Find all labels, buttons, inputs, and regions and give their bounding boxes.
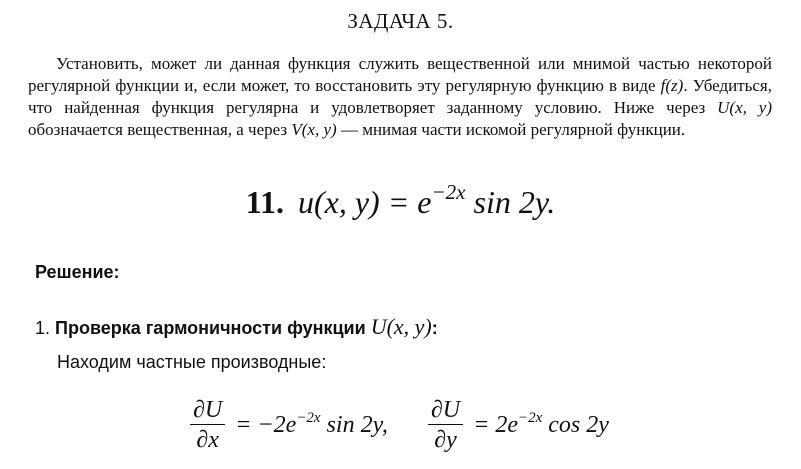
- derivative-y-expression: [473, 412, 609, 439]
- fraction-dU-dx: [190, 396, 225, 455]
- function-f-of-z: f(z): [660, 76, 684, 95]
- solution-heading: Решение:: [35, 262, 120, 282]
- step-description: Находим частные производные:: [57, 352, 327, 372]
- expr-after: sin 2y,: [320, 412, 388, 438]
- statement-text-3: обозначается вещественная, а через: [28, 120, 292, 139]
- main-formula: [0, 180, 801, 221]
- problem-statement: [28, 53, 772, 141]
- expr-before: = −2e: [235, 412, 297, 438]
- fraction-numerator: ∂U: [190, 396, 225, 425]
- problem-number: 11.: [245, 184, 284, 220]
- step-function: U(x, y): [370, 314, 432, 339]
- function-V: V(x, y): [291, 120, 337, 139]
- formula-lhs: u(x, y) = e: [297, 184, 432, 220]
- step-title: Проверка гармоничности функции: [55, 318, 366, 338]
- formula-rhs: sin 2y.: [465, 184, 556, 220]
- expr-exponent: −2x: [518, 410, 543, 426]
- expr-exponent: −2x: [296, 410, 321, 426]
- step-number: 1.: [35, 318, 51, 338]
- formula-exponent: −2x: [431, 180, 466, 204]
- statement-text-1: Установить, может ли данная функция служить вещественной или мнимой частью некоторой регулярной функции и, если может, то восстановить эту регулярную функцию в виде: [28, 54, 772, 95]
- expr-after: cos 2y: [542, 412, 609, 438]
- step-1-heading: [35, 314, 438, 340]
- partial-derivatives: [0, 396, 801, 455]
- fraction-numerator: ∂U: [428, 396, 463, 425]
- step-colon: :: [431, 318, 438, 338]
- task-title: ЗАДАЧА 5.: [347, 9, 454, 33]
- fraction-denominator: ∂x: [196, 427, 219, 453]
- function-U: U(x, y): [717, 98, 772, 117]
- statement-text-2: . Убедиться, что найденная функция регулярна и удовлетворяет заданному условию. Ниже через: [28, 76, 772, 117]
- statement-text-4: — мнимая части искомой регулярной функции.: [336, 120, 686, 139]
- statement-paragraph: [28, 53, 772, 141]
- expr-before: = 2e: [473, 412, 518, 438]
- fraction-denominator: ∂y: [434, 427, 457, 453]
- fraction-dU-dy: [428, 396, 463, 455]
- derivative-x-expression: [235, 412, 388, 439]
